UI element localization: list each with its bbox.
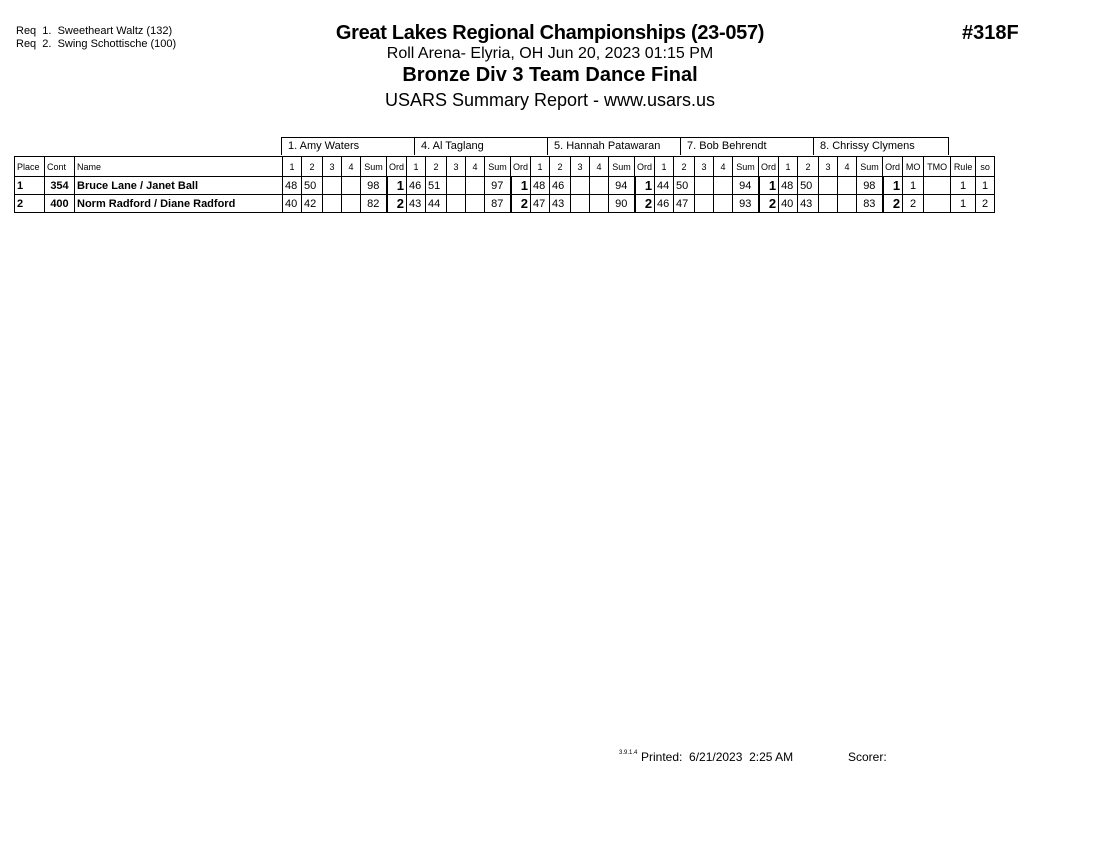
score-2: 51 <box>426 177 447 195</box>
judge-ordinal: 2 <box>759 195 779 213</box>
rule-cell: 1 <box>951 195 976 213</box>
score-4 <box>466 195 485 213</box>
score-sum: 90 <box>609 195 635 213</box>
col-header-s3: 3 <box>695 157 714 177</box>
col-header-ord: Ord <box>635 157 655 177</box>
score-4 <box>838 195 857 213</box>
col-header-s4: 4 <box>342 157 361 177</box>
score-2: 50 <box>798 177 819 195</box>
mo-cell: 1 <box>903 177 924 195</box>
score-2: 43 <box>550 195 571 213</box>
col-header-place: Place <box>15 157 45 177</box>
requirement-1: Req 1. Sweetheart Waltz (132) <box>16 25 173 37</box>
score-1: 48 <box>531 177 550 195</box>
printed-timestamp: Printed: 6/21/2023 2:25 AM <box>641 750 794 764</box>
venue-line: Roll Arena- Elyria, OH Jun 20, 2023 01:15 PM <box>386 45 714 62</box>
col-header-s2: 2 <box>550 157 571 177</box>
score-1: 47 <box>531 195 550 213</box>
score-4 <box>838 177 857 195</box>
score-3 <box>695 177 714 195</box>
score-3 <box>447 177 466 195</box>
score-4 <box>714 195 733 213</box>
judge-ordinal: 1 <box>387 177 407 195</box>
score-1: 46 <box>655 195 674 213</box>
version-code: 3.9.1.4 <box>619 750 638 756</box>
score-4 <box>342 195 361 213</box>
judge-name: 8. Chrissy Clymens <box>813 137 949 155</box>
col-header-s4: 4 <box>714 157 733 177</box>
requirement-2: Req 2. Swing Schottische (100) <box>16 38 177 50</box>
score-1: 40 <box>779 195 798 213</box>
col-header-sum: Sum <box>361 157 387 177</box>
scorer-label: Scorer: <box>848 750 887 764</box>
contestant-number: 400 <box>45 195 75 213</box>
judge-ordinal: 1 <box>759 177 779 195</box>
report-title: USARS Summary Report - www.usars.us <box>384 90 716 110</box>
score-sum: 82 <box>361 195 387 213</box>
col-header-sum: Sum <box>609 157 635 177</box>
col-header-s2: 2 <box>798 157 819 177</box>
score-sum: 87 <box>485 195 511 213</box>
score-2: 47 <box>674 195 695 213</box>
score-1: 44 <box>655 177 674 195</box>
judge-name: 5. Hannah Patawaran <box>547 137 681 155</box>
col-header-sum: Sum <box>857 157 883 177</box>
results-table <box>14 156 995 213</box>
mo-cell: 2 <box>903 195 924 213</box>
score-3 <box>323 195 342 213</box>
col-header-cont: Cont <box>45 157 75 177</box>
score-4 <box>714 177 733 195</box>
so-cell: 1 <box>976 177 995 195</box>
score-2: 46 <box>550 177 571 195</box>
col-header-s4: 4 <box>590 157 609 177</box>
judge-ordinal: 2 <box>883 195 903 213</box>
col-header-mo: MO <box>903 157 924 177</box>
col-header-sum: Sum <box>485 157 511 177</box>
col-header-rule: Rule <box>951 157 976 177</box>
score-4 <box>590 195 609 213</box>
score-1: 40 <box>283 195 302 213</box>
tmo-cell <box>924 195 951 213</box>
score-3 <box>323 177 342 195</box>
contestant-name: Bruce Lane / Janet Ball <box>75 177 283 195</box>
score-3 <box>447 195 466 213</box>
judge-ordinal: 2 <box>387 195 407 213</box>
score-1: 48 <box>283 177 302 195</box>
col-header-s3: 3 <box>571 157 590 177</box>
col-header-ord: Ord <box>511 157 531 177</box>
judge-name: 4. Al Taglang <box>414 137 548 155</box>
score-4 <box>466 177 485 195</box>
judge-ordinal: 1 <box>635 177 655 195</box>
column-header-row <box>15 157 995 177</box>
col-header-s1: 1 <box>283 157 302 177</box>
contestant-number: 354 <box>45 177 75 195</box>
score-sum: 94 <box>733 177 759 195</box>
result-row <box>15 177 995 195</box>
rule-cell: 1 <box>951 177 976 195</box>
judge-name: 1. Amy Waters <box>281 137 415 155</box>
judge-ordinal: 1 <box>511 177 531 195</box>
col-header-ord: Ord <box>883 157 903 177</box>
so-cell: 2 <box>976 195 995 213</box>
col-header-s3: 3 <box>323 157 342 177</box>
judge-ordinal: 2 <box>511 195 531 213</box>
score-4 <box>342 177 361 195</box>
judge-name: 7. Bob Behrendt <box>680 137 814 155</box>
col-header-s1: 1 <box>655 157 674 177</box>
score-sum: 83 <box>857 195 883 213</box>
competition-title: Great Lakes Regional Championships (23-057) <box>335 22 765 44</box>
score-sum: 97 <box>485 177 511 195</box>
col-header-s2: 2 <box>674 157 695 177</box>
col-header-tmo: TMO <box>924 157 951 177</box>
score-2: 50 <box>674 177 695 195</box>
col-header-so: so <box>976 157 995 177</box>
score-1: 48 <box>779 177 798 195</box>
score-3 <box>571 195 590 213</box>
score-2: 50 <box>302 177 323 195</box>
event-number: #318F <box>962 22 1019 44</box>
col-header-s2: 2 <box>426 157 447 177</box>
score-3 <box>571 177 590 195</box>
score-4 <box>590 177 609 195</box>
judge-ordinal: 2 <box>635 195 655 213</box>
score-sum: 98 <box>361 177 387 195</box>
score-1: 46 <box>407 177 426 195</box>
score-2: 42 <box>302 195 323 213</box>
contestant-name: Norm Radford / Diane Radford <box>75 195 283 213</box>
score-sum: 94 <box>609 177 635 195</box>
score-3 <box>695 195 714 213</box>
score-sum: 98 <box>857 177 883 195</box>
col-header-sum: Sum <box>733 157 759 177</box>
place-cell: 2 <box>15 195 45 213</box>
tmo-cell <box>924 177 951 195</box>
result-row <box>15 195 995 213</box>
col-header-name: Name <box>75 157 283 177</box>
col-header-ord: Ord <box>759 157 779 177</box>
col-header-s2: 2 <box>302 157 323 177</box>
col-header-s1: 1 <box>779 157 798 177</box>
score-3 <box>819 195 838 213</box>
score-1: 43 <box>407 195 426 213</box>
col-header-s3: 3 <box>819 157 838 177</box>
score-2: 44 <box>426 195 447 213</box>
col-header-ord: Ord <box>387 157 407 177</box>
score-3 <box>819 177 838 195</box>
col-header-s4: 4 <box>838 157 857 177</box>
place-cell: 1 <box>15 177 45 195</box>
event-name: Bronze Div 3 Team Dance Final <box>402 64 698 86</box>
col-header-s1: 1 <box>407 157 426 177</box>
judge-ordinal: 1 <box>883 177 903 195</box>
score-sum: 93 <box>733 195 759 213</box>
col-header-s1: 1 <box>531 157 550 177</box>
score-2: 43 <box>798 195 819 213</box>
col-header-s3: 3 <box>447 157 466 177</box>
col-header-s4: 4 <box>466 157 485 177</box>
